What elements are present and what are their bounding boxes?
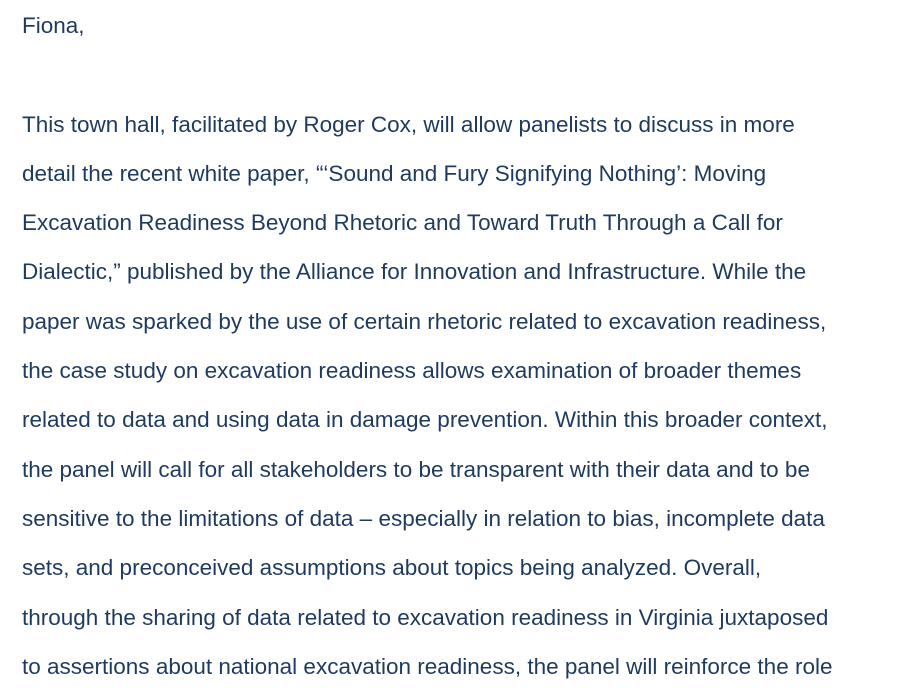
salutation: Fiona, bbox=[22, 13, 85, 38]
document-body bbox=[22, 0, 897, 691]
paragraph-line: related to data and using data in damage prevention. Within this broader context, bbox=[22, 407, 828, 433]
paragraph-line: the case study on excavation readiness allows examination of broader themes bbox=[22, 358, 802, 384]
paragraph-line: the panel will call for all stakeholders to be transparent with their data and to be bbox=[22, 456, 810, 482]
paragraph-line: This town hall, facilitated by Roger Cox, will allow panelists to discuss in more bbox=[22, 111, 795, 137]
paragraph-line: paper was sparked by the use of certain rhetoric related to excavation readiness, bbox=[22, 308, 827, 334]
paragraph-line: through the sharing of data related to excavation readiness in Virginia juxtaposed bbox=[22, 604, 829, 630]
paragraph-line: Excavation Readiness Beyond Rhetoric and Toward Truth Through a Call for bbox=[22, 210, 783, 236]
paragraph-line: sensitive to the limitations of data – especially in relation to bias, incomplete data bbox=[22, 505, 825, 531]
paragraph-line: sets, and preconceived assumptions about topics being analyzed. Overall, bbox=[22, 555, 762, 581]
blank-line bbox=[22, 50, 897, 99]
paragraph-line: detail the recent white paper, “‘Sound and Fury Signifying Nothing’: Moving bbox=[22, 160, 767, 186]
body-paragraph bbox=[22, 100, 897, 691]
paragraph-line: Dialectic,” published by the Alliance for Innovation and Infrastructure. While the bbox=[22, 259, 807, 285]
paragraph-line: to assertions about national excavation readiness, the panel will reinforce the role bbox=[22, 653, 833, 679]
